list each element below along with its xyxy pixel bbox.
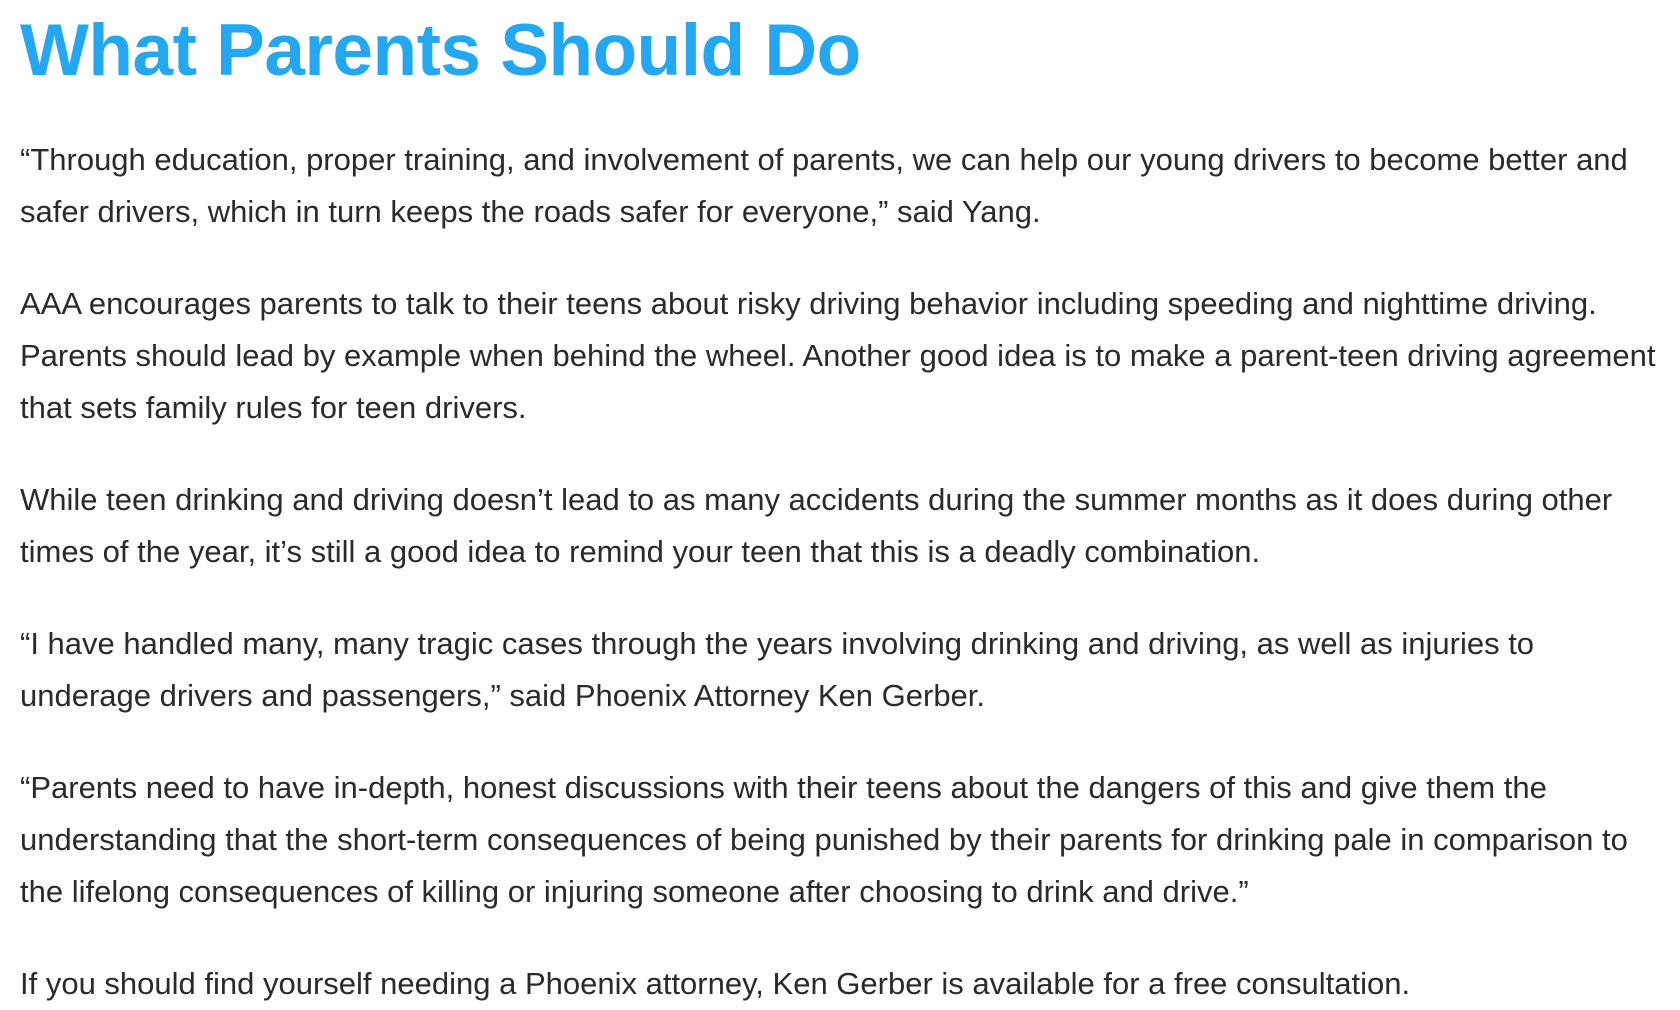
section-heading: What Parents Should Do [20, 10, 861, 91]
paragraph-drinking-driving: While teen drinking and driving doesn’t lead to as many accidents during the summer months as it does during other times of the year, it’s still a good idea to remind your teen that this is a deadly combination. [20, 482, 1613, 569]
paragraph-aaa-advice: AAA encourages parents to talk to their teens about risky driving behavior including speeding and nighttime driving. Parents should lead by example when behind the wheel. Another good idea is to make a parent-teen driving agreement that sets family rules for teen drivers. [20, 286, 1656, 425]
paragraph-consultation: If you should find yourself needing a Phoenix attorney, Ken Gerber is available for a free consultation. [20, 966, 1411, 1001]
paragraph-parents-discussion: “Parents need to have in-depth, honest discussions with their teens about the dangers of this and give them the understanding that the short-term consequences of being punished by their parents for drinking pale in comparison to the lifelong consequences of killing or injuring someone after choosing to drink and drive.” [20, 770, 1628, 909]
paragraph-gerber-quote: “I have handled many, many tragic cases through the years involving drinking and driving, as well as injuries to underage drivers and passengers,” said Phoenix Attorney Ken Gerber. [20, 626, 1535, 713]
article-body [20, 0, 1670, 1010]
paragraph-yang-quote: “Through education, proper training, and involvement of parents, we can help our young drivers to become better and safer drivers, which in turn keeps the roads safer for everyone,” said Yang. [20, 142, 1628, 229]
